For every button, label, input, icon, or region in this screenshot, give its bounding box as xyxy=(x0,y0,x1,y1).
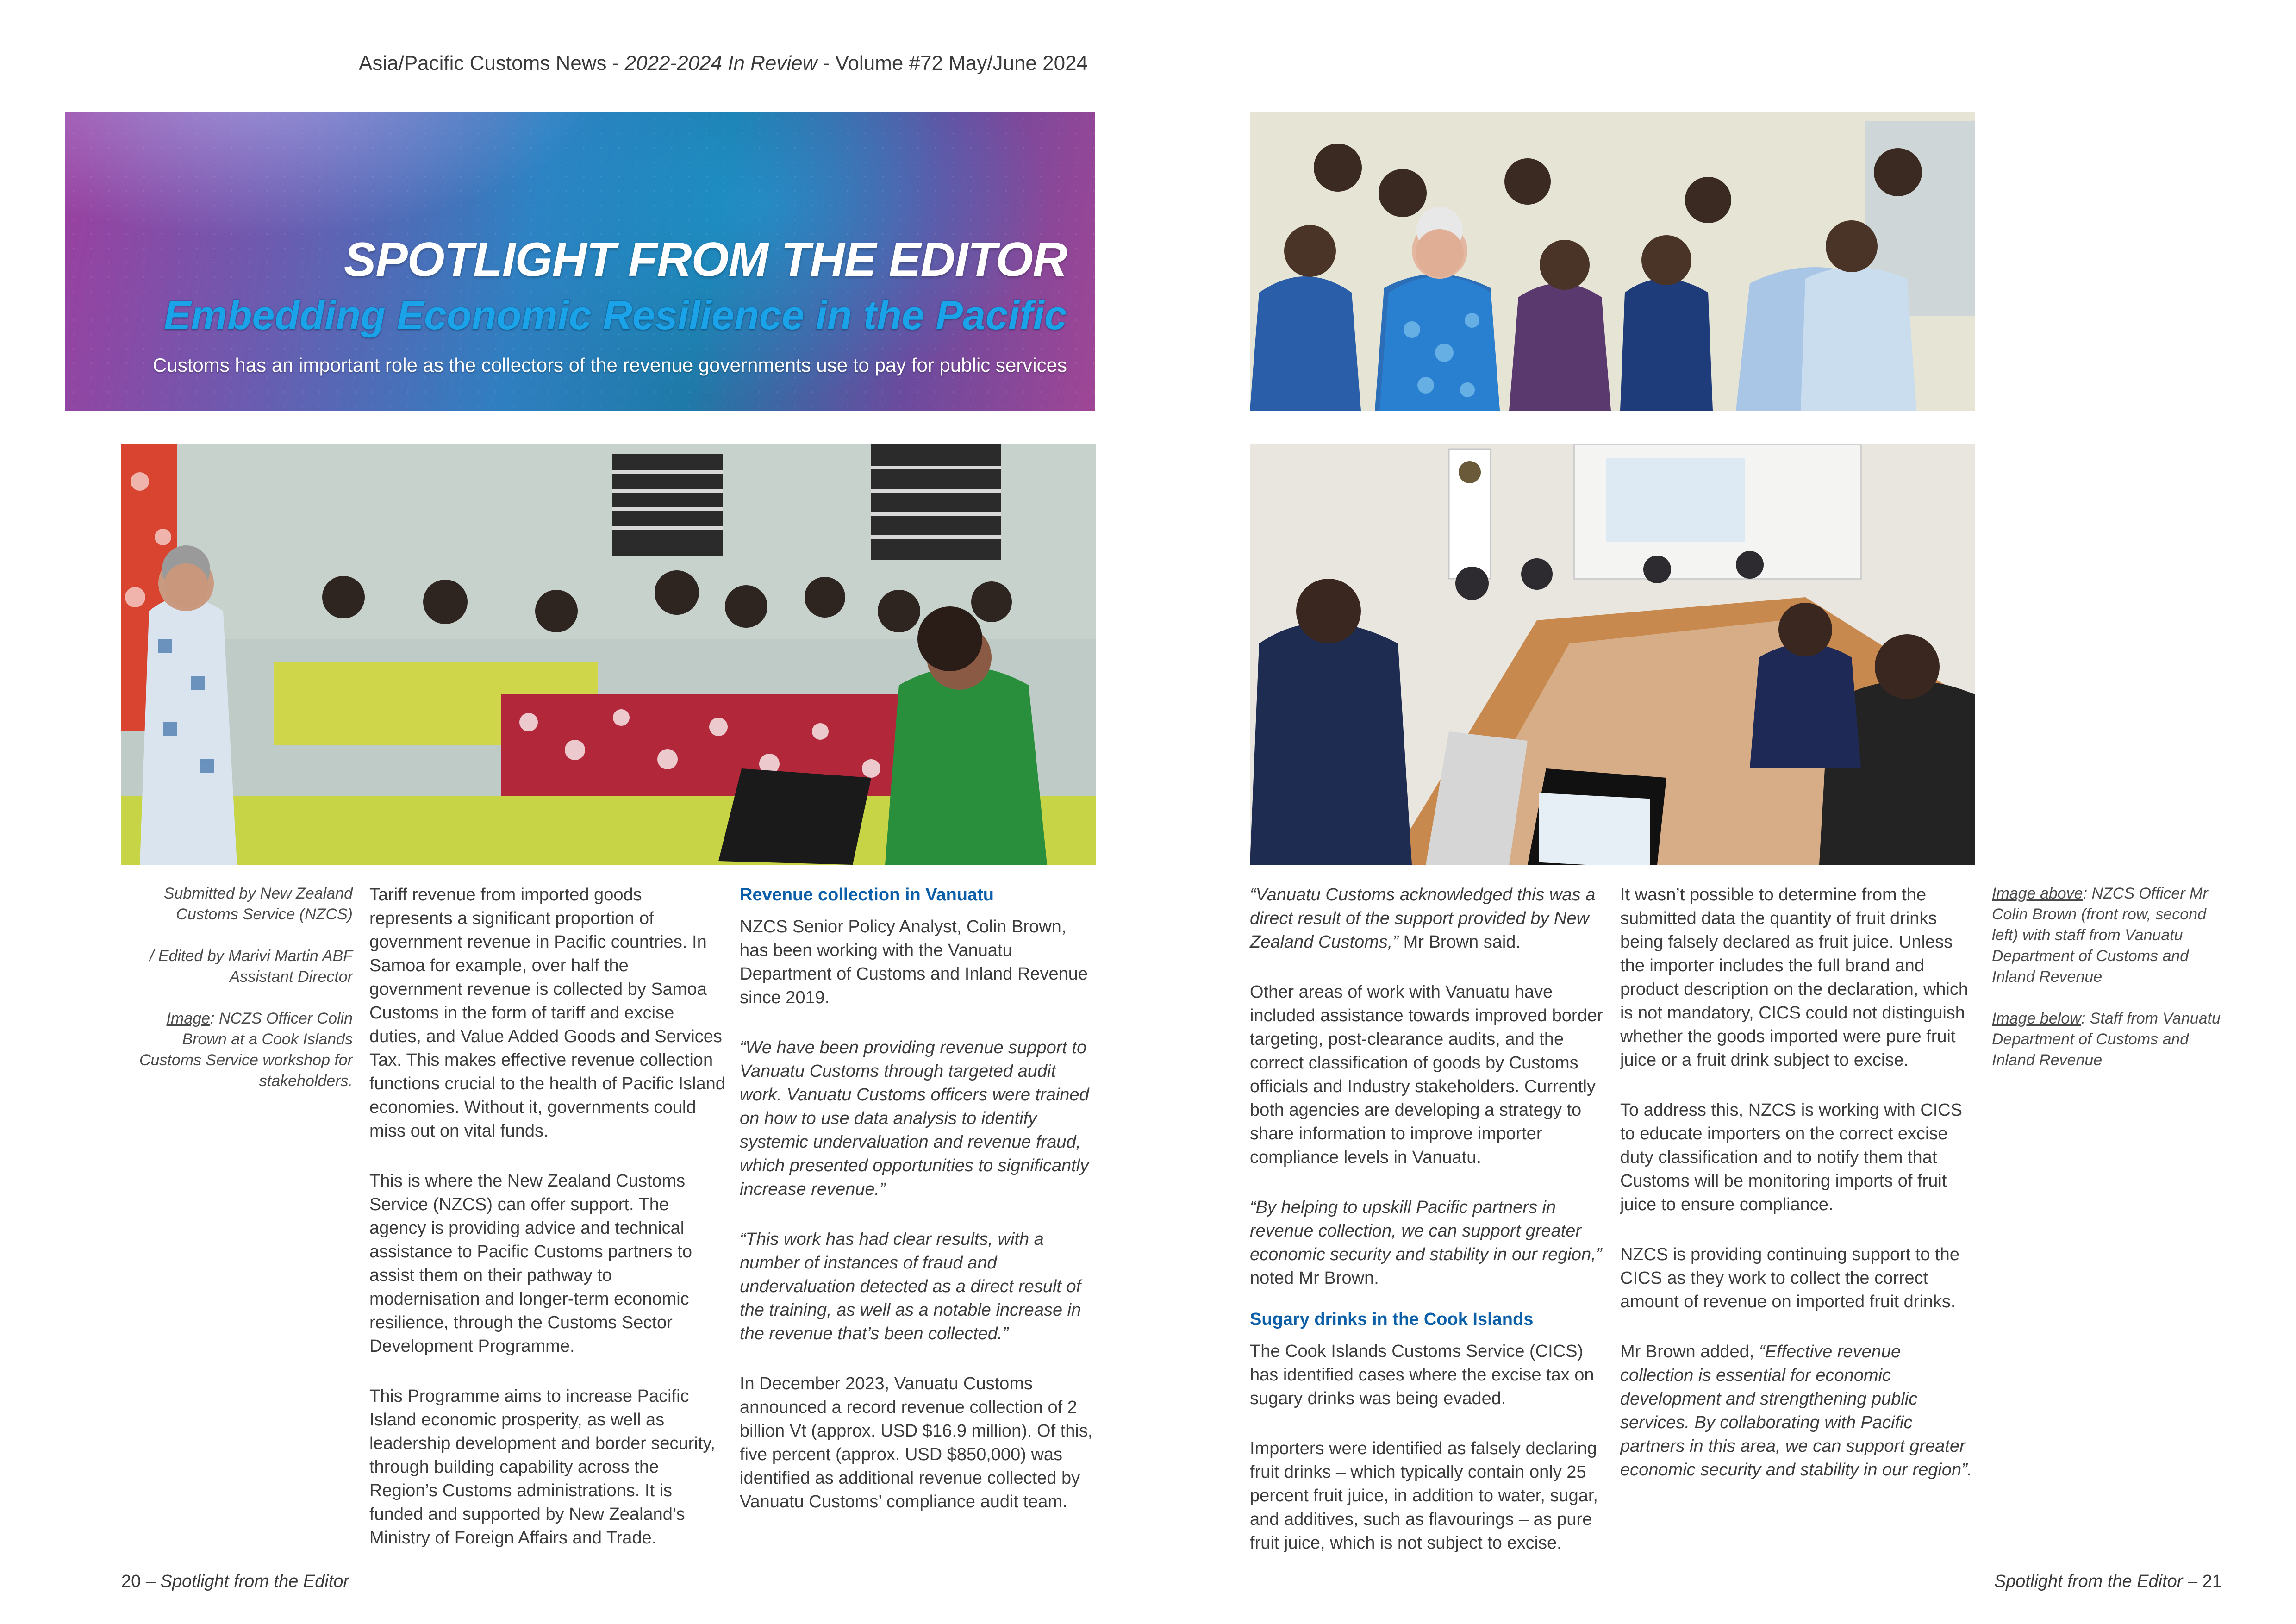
page-number-left: 20 – xyxy=(121,1572,161,1591)
page-number-right: – 21 xyxy=(2183,1572,2222,1591)
quote-paragraph xyxy=(1250,883,1606,954)
paragraph: To address this, NZCS is working with CICS to educate importers on the correct excise duty classification and to notify them that Customs will be monitoring imports of fruit juice to ensure compliance. xyxy=(1620,1100,1963,1214)
image-below-text: : Staff from Vanuatu Department of Customs and Inland Revenue xyxy=(1992,1010,2221,1069)
attribution: Mr Brown said. xyxy=(1398,932,1521,952)
paragraph: Tariff revenue from imported goods represents a significant proportion of government revenue in Pacific countries. In Samoa for example, over half the government revenue is collected by Samoa Customs in the form of tariff and excise duties, and Value Added Goods and Services Tax. This makes effective revenue collection functions crucial to the health of Pacific Island economies. Without it, governments could miss out on vital funds. xyxy=(369,885,725,1141)
image-below-caption xyxy=(1992,1008,2233,1071)
meeting-photo-illustration xyxy=(1250,444,1975,865)
quote-paragraph xyxy=(1620,1340,1977,1482)
paragraph: This is where the New Zealand Customs Service (NZCS) can offer support. The agency is providing advice and technical assistance to Pacific Customs partners to assist them on their pathway to modernisation and longer-term economic resilience, through the Customs Sector Development Programme. xyxy=(369,1171,692,1356)
edition-name: 2022-2024 In Review xyxy=(624,52,817,75)
paragraph: Importers were identified as falsely declaring fruit drinks – which typically contain only 25 percent fruit juice, in addition to water, sugar, and additives, such as flavourings – as pure fruit juice, which is not subject to excise. xyxy=(1250,1439,1598,1553)
quote-paragraph xyxy=(1250,1196,1606,1290)
section-heading-vanuatu: Revenue collection in Vanuatu xyxy=(740,885,994,905)
article-column-3 xyxy=(1250,883,1606,1555)
lead-in: Mr Brown added, xyxy=(1620,1342,1759,1362)
section-name-right: Spotlight from the Editor xyxy=(1994,1572,2183,1591)
running-header xyxy=(359,52,1088,75)
image-below-label: Image below xyxy=(1992,1010,2081,1027)
image-above-label: Image above xyxy=(1992,885,2083,902)
article-column-4 xyxy=(1620,883,1977,1482)
photo-vanuatu-meeting xyxy=(1250,444,1975,865)
quote: “Vanuatu Customs acknowledged this was a direct result of the support provided by New Zealand Customs,” xyxy=(1250,885,1596,952)
edited-by: / Edited by Marivi Martin ABF Assistant Director xyxy=(150,947,353,986)
image-above-text: : NZCS Officer Mr Colin Brown (front row, second left) with staff from Vanuatu Department of Customs and Inland Revenue xyxy=(1992,885,2208,986)
quote: “We have been providing revenue support to Vanuatu Customs through targeted audit work. Vanuatu Customs officers were trained on how to use data analysis to identify systemic undervaluation and revenue fraud, which presented opportunities to significantly increase revenue.” xyxy=(740,1038,1089,1199)
paragraph: The Cook Islands Customs Service (CICS) has identified cases where the excise tax on sugary drinks was being evaded. xyxy=(1250,1342,1594,1408)
quote: “Effective revenue collection is essential for economic development and strengthening public services. By collaborating with Pacific partners in this area, we can support greater economic security and stability in our region”. xyxy=(1620,1342,1972,1480)
footer-left xyxy=(121,1572,349,1592)
banner-title: SPOTLIGHT FROM THE EDITOR xyxy=(344,233,1067,287)
image-caption xyxy=(121,1008,353,1092)
banner-tagline: Customs has an important role as the collectors of the revenue governments use to pay for public services xyxy=(153,354,1067,376)
paragraph: NZCS Senior Policy Analyst, Colin Brown, has been working with the Vanuatu Department of Customs and Inland Revenue since 2019. xyxy=(740,917,1088,1007)
paragraph: Other areas of work with Vanuatu have included assistance towards improved border targeting, post-clearance audits, and the correct classification of goods by Customs officials and Industry stakeholders. Currently both agencies are developing a strategy to share information to improve importer compliance levels in Vanuatu. xyxy=(1250,982,1603,1167)
photo-vanuatu-team xyxy=(1250,112,1975,411)
paragraph: In December 2023, Vanuatu Customs announced a record revenue collection of 2 billion Vt (approx. USD $16.9 million). Of this, five percent (approx. USD $850,000) was identified as additional revenue collected by Vanuatu Customs’ compliance audit team. xyxy=(740,1374,1093,1512)
attribution: noted Mr Brown. xyxy=(1250,1268,1379,1288)
banner-subtitle: Embedding Economic Resilience in the Pacific xyxy=(163,292,1067,338)
paragraph: NZCS is providing continuing support to the CICS as they work to collect the correct amount of revenue on imported fruit drinks. xyxy=(1620,1245,1959,1312)
footer-right xyxy=(1994,1572,2222,1592)
image-above-caption xyxy=(1992,883,2233,987)
team-photo-illustration xyxy=(1250,112,1975,411)
section-heading-cook-islands: Sugary drinks in the Cook Islands xyxy=(1250,1310,1534,1329)
article-column-2 xyxy=(740,883,1096,1514)
image-caption-text: : NCZS Officer Colin Brown at a Cook Islands Customs Service workshop for stakeholders. xyxy=(139,1010,353,1090)
right-caption xyxy=(1992,883,2233,1092)
left-caption xyxy=(121,883,353,1112)
paragraph: It wasn’t possible to determine from the submitted data the quantity of fruit drinks being falsely declared as fruit juice. Unless the importer includes the full brand and product description on the declaration, which is not mandatory, CICS could not distinguish whether the goods imported were pure fruit juice or a fruit drink subject to excise. xyxy=(1620,885,1969,1070)
image-label: Image xyxy=(166,1010,211,1027)
workshop-photo-illustration xyxy=(121,444,1096,865)
quote: “By helping to upskill Pacific partners in revenue collection, we can support greater economic security and stability in our region,” xyxy=(1250,1198,1602,1264)
photo-cook-islands-workshop xyxy=(121,444,1096,865)
submitted-by: Submitted by New Zealand Customs Service (NZCS) xyxy=(163,885,353,923)
quote: “This work has had clear results, with a number of instances of fraud and undervaluation detected as a direct result of the training, as well as a notable increase in the revenue that’s been collected.” xyxy=(740,1230,1081,1343)
publication-name: Asia/Pacific Customs News - xyxy=(359,52,625,75)
article-column-1 xyxy=(369,883,726,1550)
editor-banner xyxy=(65,112,1095,411)
volume-info: - Volume #72 May/June 2024 xyxy=(817,52,1088,75)
section-name-left: Spotlight from the Editor xyxy=(160,1572,349,1591)
paragraph: This Programme aims to increase Pacific Island economic prosperity, as well as leadership development and border security, through building capability across the Region’s Customs administrations. It is funded and supported by New Zealand’s Ministry of Foreign Affairs and Trade. xyxy=(369,1387,716,1548)
